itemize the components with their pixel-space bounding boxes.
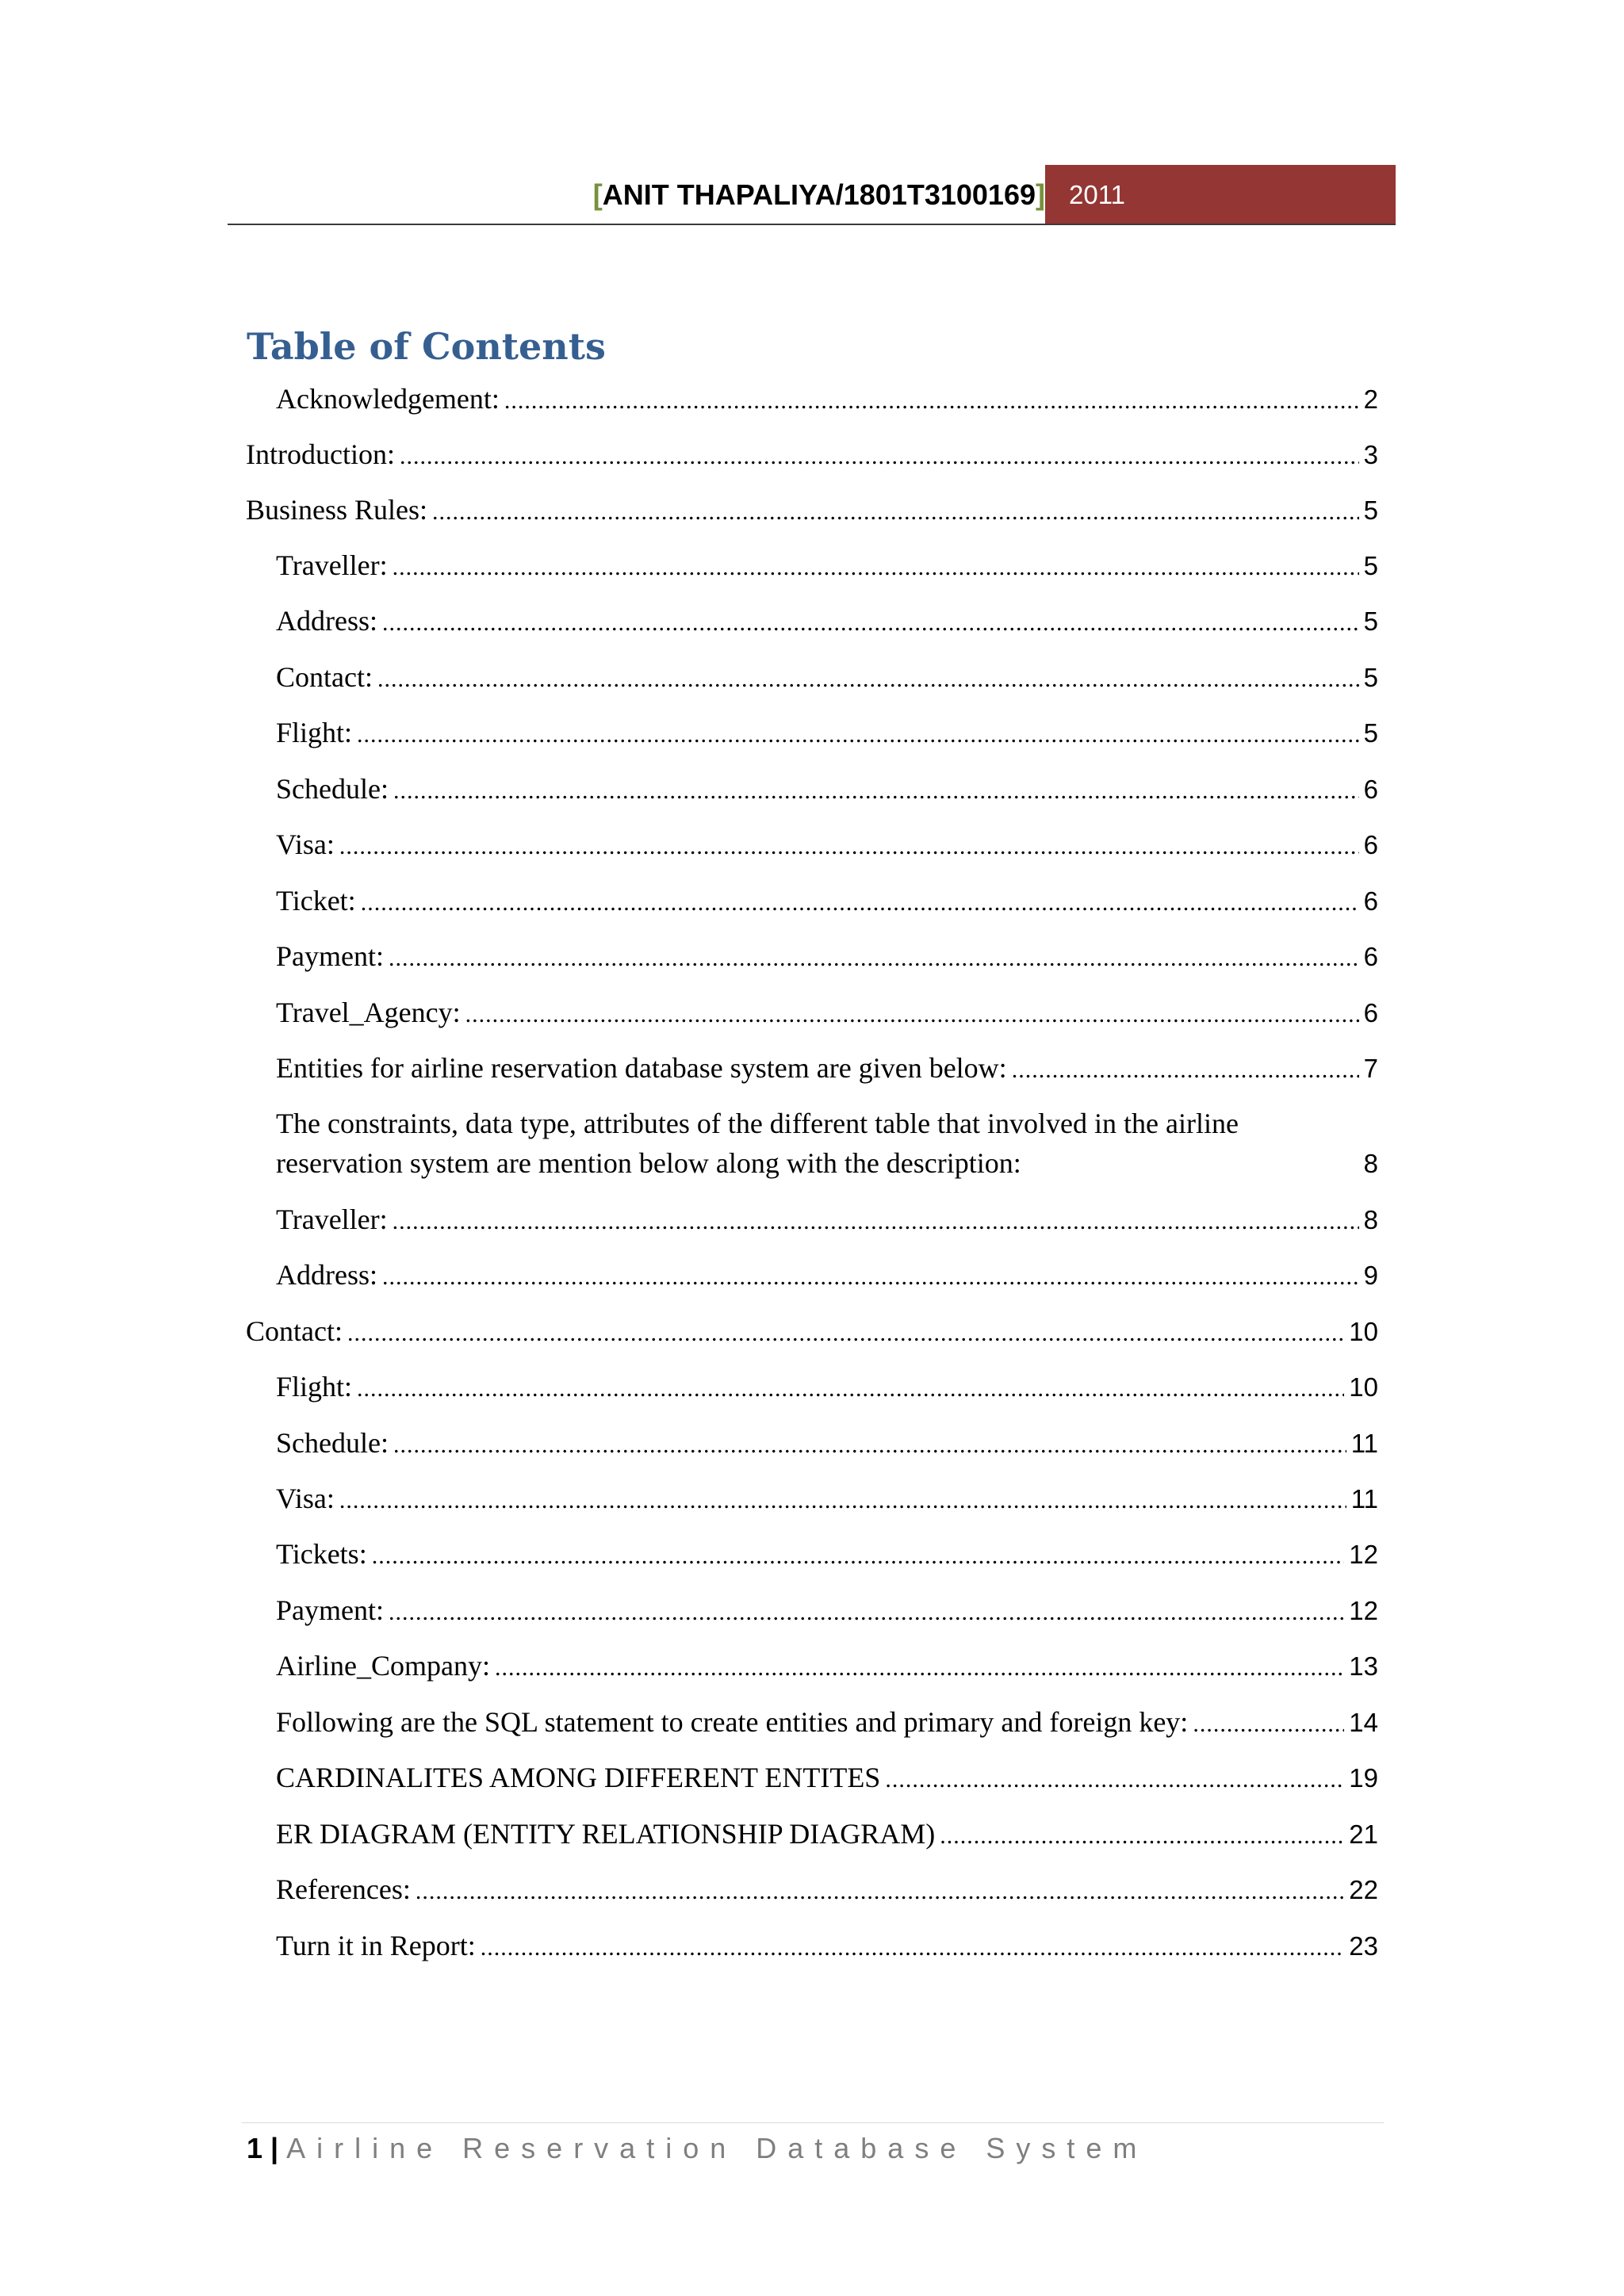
toc-entry-page: 6 [1363, 998, 1378, 1027]
toc-entry-label: Visa: [276, 1483, 335, 1514]
toc-leader [481, 1928, 1345, 1968]
toc-entry[interactable] [276, 1926, 1378, 1968]
toc-entry-page: 6 [1363, 830, 1378, 859]
toc-entry-label: CARDINALITES AMONG DIFFERENT ENTITES [276, 1762, 881, 1793]
toc-entry-page: 6 [1363, 886, 1378, 916]
page-footer [247, 2130, 1147, 2168]
toc-entry[interactable] [276, 1758, 1378, 1800]
toc-entry-page: 7 [1363, 1054, 1378, 1083]
toc-entry-page: 11 [1350, 1429, 1378, 1458]
toc-entry[interactable] [276, 1869, 1378, 1911]
toc-entry-page: 11 [1350, 1484, 1378, 1513]
toc-leader [885, 1760, 1344, 1800]
toc-entry-label: Visa: [276, 828, 335, 860]
toc-leader [361, 883, 1359, 923]
toc-leader [504, 381, 1359, 421]
toc-entry-line2 [276, 1143, 1378, 1184]
toc-entry-label: Flight: [276, 717, 353, 748]
toc-leader [495, 1648, 1344, 1688]
toc-entry-label-cont: reservation system are mention below along with the description: [276, 1147, 1021, 1179]
toc-entry-page: 3 [1363, 440, 1378, 469]
toc-entry[interactable] [276, 1646, 1378, 1688]
toc-entry[interactable] [276, 825, 1378, 867]
toc-entry-label: Tickets: [276, 1538, 367, 1570]
toc-entry-label: Flight: [276, 1371, 353, 1402]
toc-entry[interactable] [276, 713, 1378, 755]
toc-entry[interactable] [276, 936, 1378, 978]
toc-leader [382, 1257, 1359, 1297]
toc-entry-label: Acknowledgement: [276, 383, 500, 415]
toc-leader [372, 1536, 1345, 1576]
toc-entry[interactable] [276, 769, 1378, 811]
toc-entry-label: ER DIAGRAM (ENTITY RELATIONSHIP DIAGRAM) [276, 1818, 936, 1850]
toc-entry-page: 6 [1363, 942, 1378, 971]
toc-entry-label: Travel_Agency: [276, 997, 461, 1028]
toc-entry[interactable] [276, 1048, 1378, 1090]
toc-leader [465, 995, 1359, 1035]
toc-leader [393, 1425, 1346, 1465]
toc-entry-page: 2 [1363, 385, 1378, 414]
toc-entry-page: 12 [1349, 1540, 1378, 1569]
toc-entry[interactable] [276, 657, 1378, 699]
toc-leader [339, 827, 1359, 867]
toc-leader [393, 1202, 1359, 1242]
toc-entry[interactable] [276, 1590, 1378, 1632]
header-year: 2011 [1069, 180, 1125, 209]
toc-entry-label: Payment: [276, 1594, 384, 1626]
toc-entry-label: Turn it in Report: [276, 1930, 476, 1961]
toc-entry-page: 5 [1363, 496, 1378, 525]
toc-entry-page: 14 [1349, 1708, 1378, 1737]
toc-entry[interactable] [276, 993, 1378, 1035]
toc-entry-page: 22 [1349, 1875, 1378, 1904]
toc-entry-page: 5 [1363, 663, 1378, 692]
toc-entry-label: Following are the SQL statement to create entities and primary and foreign key: [276, 1706, 1189, 1738]
toc-entry[interactable] [246, 1311, 1378, 1353]
toc-entry[interactable] [276, 1367, 1378, 1409]
toc-entry-label: Traveller: [276, 549, 388, 581]
footer-separator: | [270, 2132, 279, 2164]
toc-entry[interactable] [276, 1423, 1378, 1465]
toc-entry-page: 5 [1363, 551, 1378, 580]
toc-entry-label: Airline_Company: [276, 1650, 490, 1682]
toc-entry-page: 8 [1363, 1149, 1378, 1178]
toc-entry-page: 19 [1349, 1763, 1378, 1793]
toc-entry-page: 8 [1363, 1205, 1378, 1234]
toc-entry-page: 5 [1363, 718, 1378, 748]
toc-entry-label: Business Rules: [246, 494, 428, 526]
toc-leader [347, 1314, 1344, 1353]
toc-leader [389, 939, 1359, 978]
toc-leader [432, 492, 1359, 532]
toc-entry[interactable] [276, 1702, 1378, 1744]
toc-entry-page: 23 [1349, 1931, 1378, 1961]
toc-leader [357, 715, 1359, 755]
toc-entry[interactable] [276, 881, 1378, 923]
toc-entry-label: Address: [276, 1259, 377, 1291]
toc-entry[interactable] [276, 1255, 1378, 1297]
toc-entry[interactable] [276, 601, 1378, 643]
toc-entry-label: Ticket: [276, 885, 356, 916]
toc-entry-label: References: [276, 1873, 411, 1905]
footer-page-number: 1 [247, 2132, 263, 2164]
toc-entry-page: 5 [1363, 607, 1378, 636]
toc-entry-label: Traveller: [276, 1203, 388, 1235]
toc-entry-label: Introduction: [246, 438, 395, 470]
toc-leader [940, 1816, 1344, 1856]
toc-leader [416, 1872, 1344, 1911]
toc-entry[interactable] [276, 1104, 1378, 1184]
toc-leader [389, 1593, 1344, 1632]
toc-entry-label: Payment: [276, 940, 384, 972]
toc-entry-page: 10 [1349, 1372, 1378, 1402]
toc-entry-page: 9 [1363, 1261, 1378, 1290]
toc-entry-page: 21 [1349, 1820, 1378, 1849]
toc-entry[interactable] [276, 379, 1378, 421]
toc-leader [382, 603, 1359, 643]
header-close-bracket: ] [1036, 178, 1045, 211]
toc-leader [339, 1481, 1346, 1521]
toc-entry-page: 6 [1363, 775, 1378, 804]
toc-entry-page: 13 [1349, 1651, 1378, 1681]
toc-entry[interactable] [246, 490, 1378, 532]
toc-leader [393, 771, 1359, 811]
footer-rule [242, 2122, 1384, 2123]
toc-entry-page: 12 [1349, 1596, 1378, 1625]
header-author-text: ANIT THAPALIYA/1801T3100169 [602, 178, 1036, 211]
header-open-bracket: [ [592, 178, 603, 211]
toc-leader [400, 437, 1359, 476]
toc-entry[interactable] [276, 1479, 1378, 1521]
footer-title: Airline Reservation Database System [286, 2132, 1148, 2164]
toc-entry-label: Entities for airline reservation database system are given below: [276, 1052, 1007, 1084]
toc-leader [377, 660, 1359, 699]
toc-leader [1012, 1050, 1359, 1090]
toc-entry[interactable] [276, 1200, 1378, 1242]
toc-entry-label: Schedule: [276, 1427, 389, 1459]
toc-leader [1193, 1705, 1344, 1744]
toc-title: Table of Contents [247, 325, 606, 368]
toc-entry-label: Contact: [246, 1315, 343, 1347]
toc-entry[interactable] [276, 1814, 1378, 1856]
toc-entry-label: The constraints, data type, attributes of the different table that involved in the airline [276, 1108, 1239, 1139]
toc-leader [357, 1369, 1344, 1409]
toc-entry-label: Address: [276, 605, 377, 637]
toc-leader [393, 548, 1359, 587]
toc-entry-label: Contact: [276, 661, 373, 693]
toc-entry[interactable] [276, 1534, 1378, 1576]
toc-entry[interactable] [276, 545, 1378, 587]
toc-entry-label: Schedule: [276, 773, 389, 805]
toc-entry[interactable] [246, 434, 1378, 476]
toc-entry-page: 10 [1349, 1317, 1378, 1346]
